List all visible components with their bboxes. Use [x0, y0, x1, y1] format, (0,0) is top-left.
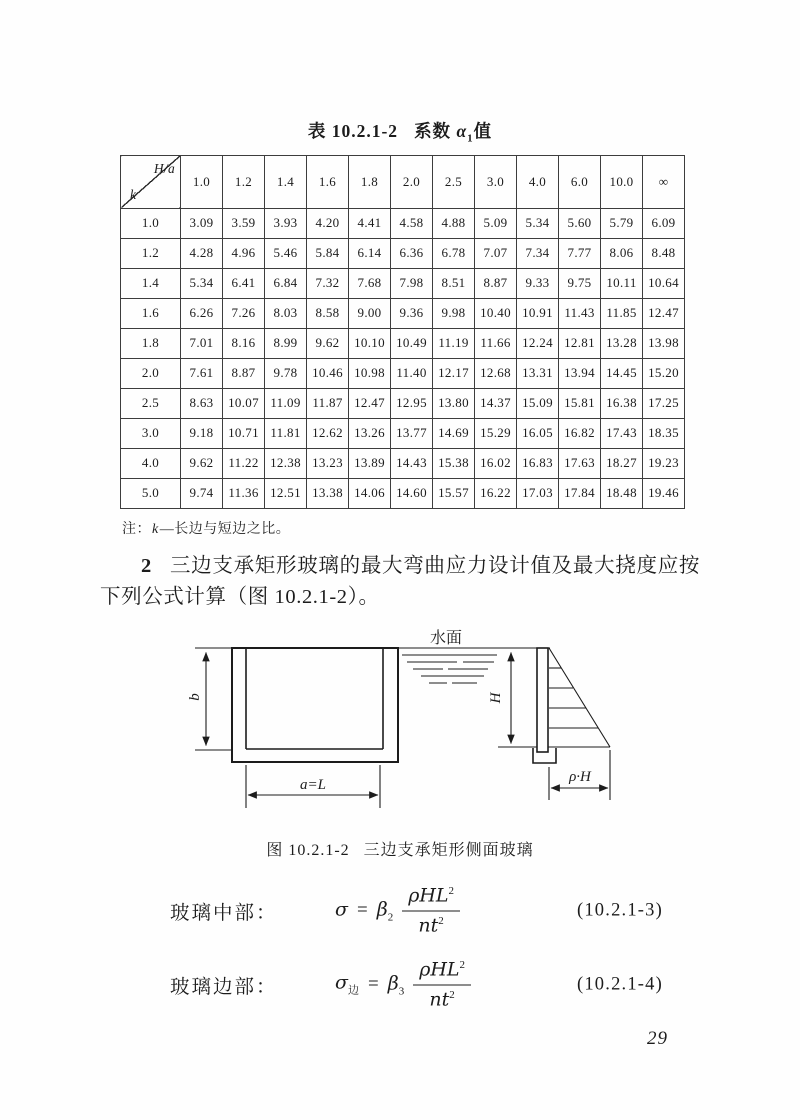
value-cell: 5.34 [517, 208, 559, 238]
column-header: 10.0 [601, 155, 643, 208]
equals-sign: = [356, 899, 368, 921]
value-cell: 7.26 [223, 298, 265, 328]
sigma-term: σ [335, 898, 348, 921]
corner-label-ha: H/a [153, 160, 175, 176]
table-row [121, 418, 685, 448]
value-cell: 8.48 [643, 238, 685, 268]
fraction-denominator: $nt^2$ [413, 984, 471, 1011]
H-label: H [488, 692, 504, 703]
value-cell: 7.01 [181, 328, 223, 358]
value-cell: 8.87 [475, 268, 517, 298]
value-cell: 6.41 [223, 268, 265, 298]
value-cell: 11.09 [265, 388, 307, 418]
value-cell: 13.77 [391, 418, 433, 448]
table-row [121, 298, 685, 328]
value-cell: 5.46 [265, 238, 307, 268]
formula-label: 玻璃中部： [170, 902, 278, 924]
glass-frame-outer [232, 648, 398, 762]
value-cell: 15.29 [475, 418, 517, 448]
value-cell: 16.22 [475, 478, 517, 508]
value-cell: 4.58 [391, 208, 433, 238]
column-header: 1.6 [307, 155, 349, 208]
value-cell: 13.28 [601, 328, 643, 358]
table-title-suffix: 值 [473, 121, 493, 141]
value-cell: 7.32 [307, 268, 349, 298]
value-cell: 11.66 [475, 328, 517, 358]
value-cell: 16.05 [517, 418, 559, 448]
value-cell: 13.80 [433, 388, 475, 418]
value-cell: 11.22 [223, 448, 265, 478]
value-cell: 4.96 [223, 238, 265, 268]
value-cell: 16.38 [601, 388, 643, 418]
value-cell: 6.36 [391, 238, 433, 268]
value-cell: 11.40 [391, 358, 433, 388]
value-cell: 10.10 [349, 328, 391, 358]
table-title-text: 系数 [414, 121, 457, 141]
value-cell: 4.88 [433, 208, 475, 238]
value-cell: 12.47 [643, 298, 685, 328]
value-cell: 8.87 [223, 358, 265, 388]
value-cell: 8.99 [265, 328, 307, 358]
value-cell: 5.09 [475, 208, 517, 238]
value-cell: 14.43 [391, 448, 433, 478]
pressure-hypotenuse [549, 648, 610, 747]
value-cell: 10.49 [391, 328, 433, 358]
value-cell: 5.60 [559, 208, 601, 238]
value-cell: 7.34 [517, 238, 559, 268]
value-cell: 4.20 [307, 208, 349, 238]
column-header: 4.0 [517, 155, 559, 208]
table-row [121, 268, 685, 298]
note-prefix: 注： [122, 521, 151, 537]
sigma-term: $\sigma_边$ [335, 971, 359, 997]
clause-text: 三边支承矩形玻璃的最大弯曲应力设计值及最大挠度应按下列公式计算（图 10.2.1-2）。 [100, 554, 700, 608]
value-cell: 13.94 [559, 358, 601, 388]
note-variable: k [152, 521, 159, 537]
table-row [121, 388, 685, 418]
value-cell: 13.31 [517, 358, 559, 388]
value-cell: 11.43 [559, 298, 601, 328]
value-cell: 18.48 [601, 478, 643, 508]
value-cell: 5.34 [181, 268, 223, 298]
value-cell: 17.25 [643, 388, 685, 418]
formula-math [335, 884, 460, 937]
value-cell: 15.09 [517, 388, 559, 418]
formula-row-center [0, 874, 800, 948]
value-cell: 11.81 [265, 418, 307, 448]
value-cell: 10.71 [223, 418, 265, 448]
value-cell: 10.98 [349, 358, 391, 388]
value-cell: 11.36 [223, 478, 265, 508]
value-cell: 3.09 [181, 208, 223, 238]
value-cell: 15.20 [643, 358, 685, 388]
fraction-denominator: $nt^2$ [402, 910, 460, 937]
value-cell: 7.68 [349, 268, 391, 298]
value-cell: 8.63 [181, 388, 223, 418]
value-cell: 3.93 [265, 208, 307, 238]
figure-caption-text: 三边支承矩形侧面玻璃 [363, 841, 534, 859]
glass-pane-side [537, 648, 548, 752]
value-cell: 8.16 [223, 328, 265, 358]
page-number: 29 [647, 1027, 668, 1049]
value-cell: 7.07 [475, 238, 517, 268]
value-cell: 5.79 [601, 208, 643, 238]
value-cell: 15.57 [433, 478, 475, 508]
row-header-k: 2.0 [121, 358, 181, 388]
row-header-k: 2.5 [121, 388, 181, 418]
value-cell: 10.64 [643, 268, 685, 298]
value-cell: 7.77 [559, 238, 601, 268]
value-cell: 14.45 [601, 358, 643, 388]
value-cell: 13.89 [349, 448, 391, 478]
column-header: 1.4 [265, 155, 307, 208]
value-cell: 8.58 [307, 298, 349, 328]
value-cell: 18.35 [643, 418, 685, 448]
value-cell: 19.46 [643, 478, 685, 508]
value-cell: 12.47 [349, 388, 391, 418]
column-header: 2.0 [391, 155, 433, 208]
table-row [121, 448, 685, 478]
aL-label: a=L [300, 776, 326, 793]
value-cell: 14.37 [475, 388, 517, 418]
value-cell: 9.74 [181, 478, 223, 508]
value-cell: 9.33 [517, 268, 559, 298]
value-cell: 5.84 [307, 238, 349, 268]
rhoH-label: ρ·H [569, 768, 591, 785]
value-cell: 8.03 [265, 298, 307, 328]
value-cell: 6.09 [643, 208, 685, 238]
value-cell: 12.17 [433, 358, 475, 388]
value-cell: 15.38 [433, 448, 475, 478]
note-text: —长边与短边之比。 [159, 521, 291, 537]
table-row [121, 208, 685, 238]
value-cell: 13.23 [307, 448, 349, 478]
figure-caption [0, 837, 800, 860]
row-header-k: 1.0 [121, 208, 181, 238]
row-header-k: 1.8 [121, 328, 181, 358]
value-cell: 6.14 [349, 238, 391, 268]
value-cell: 14.06 [349, 478, 391, 508]
fraction-numerator: ρHL$^2$ [419, 958, 466, 980]
value-cell: 15.81 [559, 388, 601, 418]
table-row [121, 238, 685, 268]
value-cell: 17.84 [559, 478, 601, 508]
column-header: 6.0 [559, 155, 601, 208]
value-cell: 6.26 [181, 298, 223, 328]
row-header-k: 5.0 [121, 478, 181, 508]
row-header-k: 3.0 [121, 418, 181, 448]
value-cell: 16.83 [517, 448, 559, 478]
equals-sign: = [367, 973, 379, 995]
value-cell: 12.38 [265, 448, 307, 478]
table-row [121, 478, 685, 508]
value-cell: 10.11 [601, 268, 643, 298]
value-cell: 10.46 [307, 358, 349, 388]
fraction [413, 958, 471, 1011]
value-cell: 7.98 [391, 268, 433, 298]
beta-term: $\beta_3$ [387, 972, 405, 997]
row-header-k: 1.2 [121, 238, 181, 268]
value-cell: 9.62 [307, 328, 349, 358]
value-cell: 3.59 [223, 208, 265, 238]
value-cell: 9.18 [181, 418, 223, 448]
value-cell: 10.07 [223, 388, 265, 418]
value-cell: 7.61 [181, 358, 223, 388]
equation-number: (10.2.1-3) [577, 900, 663, 920]
table-number: 表 10.2.1-2 [307, 121, 399, 141]
formula-label: 玻璃边部： [170, 976, 278, 998]
value-cell: 11.87 [307, 388, 349, 418]
value-cell: 9.75 [559, 268, 601, 298]
table-row [121, 358, 685, 388]
value-cell: 4.28 [181, 238, 223, 268]
table-note [122, 518, 800, 538]
value-cell: 17.63 [559, 448, 601, 478]
value-cell: 14.60 [391, 478, 433, 508]
b-label: b [187, 692, 203, 701]
value-cell: 18.27 [601, 448, 643, 478]
value-cell: 9.78 [265, 358, 307, 388]
row-header-k: 1.6 [121, 298, 181, 328]
value-cell: 6.78 [433, 238, 475, 268]
body-paragraph [100, 551, 700, 613]
value-cell: 19.23 [643, 448, 685, 478]
value-cell: 14.69 [433, 418, 475, 448]
row-header-k: 4.0 [121, 448, 181, 478]
value-cell: 17.03 [517, 478, 559, 508]
value-cell: 12.68 [475, 358, 517, 388]
value-cell: 12.81 [559, 328, 601, 358]
column-header: 3.0 [475, 155, 517, 208]
corner-label-k: k [130, 186, 137, 202]
coefficient-table [120, 155, 685, 509]
value-cell: 13.98 [643, 328, 685, 358]
value-cell: 10.91 [517, 298, 559, 328]
table-title [0, 118, 800, 145]
alpha-symbol: α [456, 121, 468, 141]
formula-math [335, 958, 471, 1011]
fraction-numerator: ρHL$^2$ [408, 884, 455, 906]
value-cell: 11.19 [433, 328, 475, 358]
table-row [121, 328, 685, 358]
value-cell: 9.00 [349, 298, 391, 328]
value-cell: 9.62 [181, 448, 223, 478]
equation-number: (10.2.1-4) [577, 974, 663, 994]
alpha-subscript: 1 [467, 132, 474, 145]
column-header: 1.8 [349, 155, 391, 208]
value-cell: 13.26 [349, 418, 391, 448]
beta-term: $\beta_2$ [376, 898, 394, 923]
table-header-row [121, 155, 685, 208]
value-cell: 4.41 [349, 208, 391, 238]
column-header: 1.2 [223, 155, 265, 208]
column-header: 2.5 [433, 155, 475, 208]
water-surface-label: 水面 [429, 629, 463, 647]
table-corner-cell [121, 155, 181, 208]
column-header: ∞ [643, 155, 685, 208]
value-cell: 11.85 [601, 298, 643, 328]
value-cell: 8.51 [433, 268, 475, 298]
value-cell: 8.06 [601, 238, 643, 268]
value-cell: 10.40 [475, 298, 517, 328]
figure-number: 图 10.2.1-2 [266, 841, 350, 859]
formula-row-edge [0, 948, 800, 1022]
value-cell: 12.24 [517, 328, 559, 358]
value-cell: 9.36 [391, 298, 433, 328]
glass-panel-diagram [185, 621, 650, 821]
value-cell: 16.82 [559, 418, 601, 448]
value-cell: 12.62 [307, 418, 349, 448]
row-header-k: 1.4 [121, 268, 181, 298]
clause-number: 2 [141, 554, 152, 577]
value-cell: 13.38 [307, 478, 349, 508]
value-cell: 16.02 [475, 448, 517, 478]
value-cell: 6.84 [265, 268, 307, 298]
column-header: 1.0 [181, 155, 223, 208]
fraction [402, 884, 460, 937]
value-cell: 12.51 [265, 478, 307, 508]
value-cell: 9.98 [433, 298, 475, 328]
value-cell: 17.43 [601, 418, 643, 448]
figure-diagram [0, 621, 800, 821]
value-cell: 12.95 [391, 388, 433, 418]
